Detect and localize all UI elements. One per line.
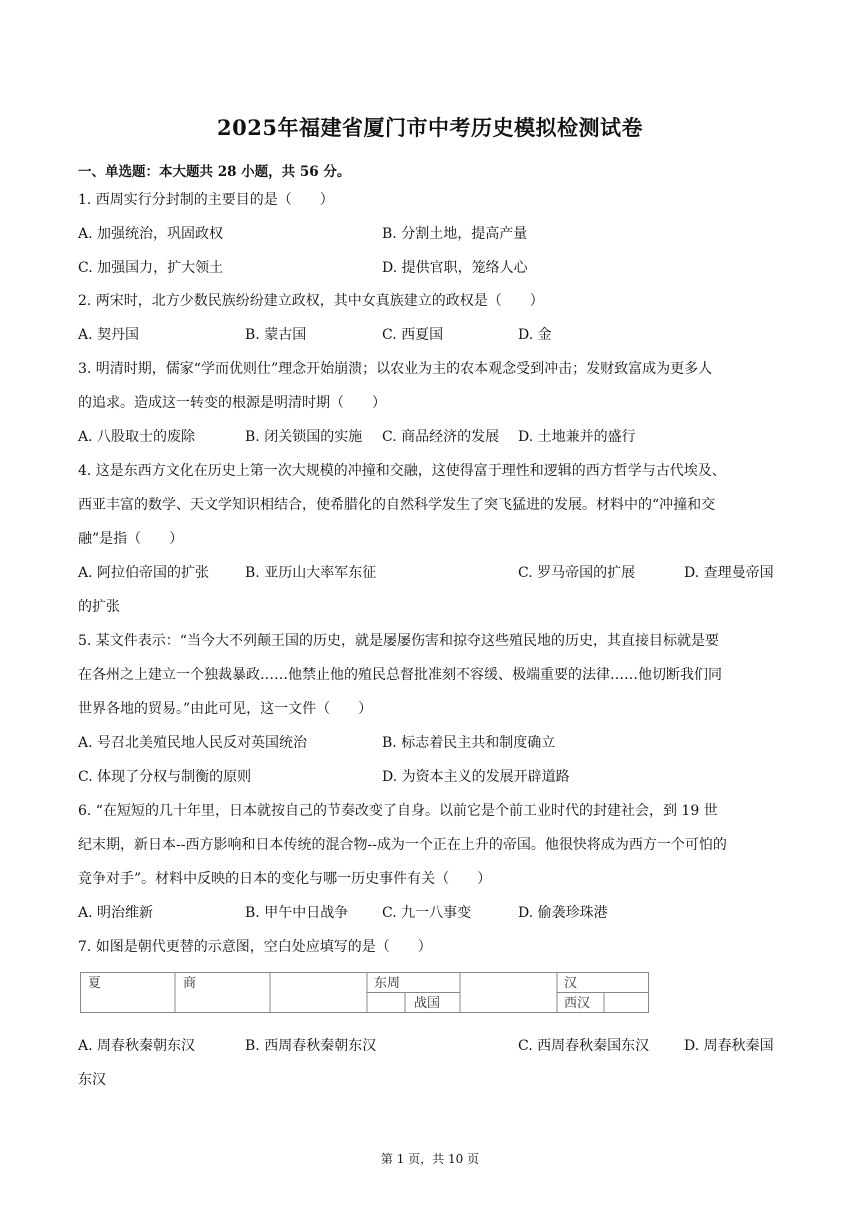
question-5-stem-line-2: 在各州之上建立一个独裁暴政……他禁止他的殖民总督批准刻不容缓、极端重要的法律……他切断我们同 — [78, 667, 722, 683]
section-heading: 一、单选题：本大题共 28 小题，共 56 分。 — [78, 164, 351, 180]
q6-option-d: D. 偷袭珍珠港 — [518, 905, 608, 921]
q2-option-b: B. 蒙古国 — [245, 327, 307, 343]
q3-option-c: C. 商品经济的发展 — [382, 429, 500, 445]
question-5-stem-line-3: 世界各地的贸易。”由此可见，这一文件（ ） — [78, 701, 373, 717]
q3-option-a: A. 八股取士的废除 — [78, 429, 196, 445]
question-6-stem-line-2: 纪末期，新日本--西方影响和日本传统的混合物--成为一个正在上升的帝国。他很快将成为西方一个可怕的 — [78, 837, 727, 853]
q6-option-b: B. 甲午中日战争 — [245, 905, 349, 921]
cell-dongzhou: 东周 — [374, 976, 401, 991]
q1-option-b: B. 分割土地，提高产量 — [382, 226, 528, 242]
question-1-stem: 1. 西周实行分封制的主要目的是（ ） — [78, 192, 334, 208]
q3-option-d: D. 土地兼并的盛行 — [518, 429, 636, 445]
q1-option-a: A. 加强统治，巩固政权 — [78, 226, 224, 242]
q3-option-b: B. 闭关锁国的实施 — [245, 429, 363, 445]
q7-option-d-wrap: 东汉 — [78, 1072, 106, 1088]
question-4-stem-line-3: 融”是指（ ） — [78, 531, 184, 547]
cell-xihan: 西汉 — [564, 996, 591, 1011]
q2-option-c: C. 西夏国 — [382, 327, 444, 343]
q5-option-b: B. 标志着民主共和制度确立 — [382, 735, 556, 751]
question-6-stem-line-1: 6. “在短短的几十年里，日本就按自己的节奏改变了自身。以前它是个前工业时代的封建社会，到 19 世 — [78, 803, 718, 819]
q7-option-b: B. 西周春秋秦朝东汉 — [245, 1038, 377, 1054]
question-3-stem-line-2: 的追求。造成这一转变的根源是明清时期（ ） — [78, 395, 386, 411]
q5-option-d: D. 为资本主义的发展开辟道路 — [382, 769, 570, 785]
question-4-stem-line-2: 西亚丰富的数学、天文学知识相结合，使希腊化的自然科学发生了突飞猛进的发展。材料中的“冲撞和交 — [78, 497, 716, 513]
question-7-stem: 7. 如图是朝代更替的示意图，空白处应填写的是（ ） — [78, 939, 432, 955]
page-footer: 第 1 页，共 10 页 — [380, 1152, 480, 1166]
question-3-stem-line-1: 3. 明清时期，儒家“学而优则仕”理念开始崩溃；以农业为主的农本观念受到冲击；发财致富成为更多人 — [78, 361, 713, 377]
q5-option-a: A. 号召北美殖民地人民反对英国统治 — [78, 735, 308, 751]
q1-option-c: C. 加强国力，扩大领土 — [78, 260, 224, 276]
q2-option-d: D. 金 — [518, 327, 552, 343]
cell-xia: 夏 — [88, 976, 102, 991]
question-4-stem-line-1: 4. 这是东西方文化在历史上第一次大规模的冲撞和交融，这使得富于理性和逻辑的西方哲学与古代埃及、 — [78, 463, 726, 479]
q4-option-c: C. 罗马帝国的扩展 — [518, 565, 636, 581]
dynasty-succession-diagram — [80, 972, 650, 1018]
q1-option-d: D. 提供官职，笼络人心 — [382, 260, 528, 276]
q5-option-c: C. 体现了分权与制衡的原则 — [78, 769, 252, 785]
question-6-stem-line-3: 竞争对手”。材料中反映的日本的变化与哪一历史事件有关（ ） — [78, 871, 492, 887]
question-2-stem: 2. 两宋时，北方少数民族纷纷建立政权，其中女真族建立的政权是（ ） — [78, 293, 544, 309]
q4-option-b: B. 亚历山大率军东征 — [245, 565, 377, 581]
q7-option-a: A. 周春秋秦朝东汉 — [78, 1038, 196, 1054]
q6-option-a: A. 明治维新 — [78, 905, 154, 921]
exam-title: 2025年福建省厦门市中考历史模拟检测试卷 — [217, 115, 643, 140]
q4-option-a: A. 阿拉伯帝国的扩张 — [78, 565, 210, 581]
q4-option-d: D. 查理曼帝国 — [684, 565, 774, 581]
q6-option-c: C. 九一八事变 — [382, 905, 472, 921]
q7-option-d: D. 周春秋秦国 — [684, 1038, 774, 1054]
question-5-stem-line-1: 5. 某文件表示：“当今大不列颠王国的历史，就是屡屡伤害和掠夺这些殖民地的历史，其直接目标就是要 — [78, 633, 719, 649]
cell-han: 汉 — [564, 976, 578, 991]
q4-option-d-wrap: 的扩张 — [78, 599, 120, 615]
cell-shang: 商 — [183, 976, 197, 991]
q7-option-c: C. 西周春秋秦国东汉 — [518, 1038, 650, 1054]
q2-option-a: A. 契丹国 — [78, 327, 140, 343]
dynasty-table-svg — [80, 972, 650, 1014]
cell-zhanguo: 战国 — [414, 996, 441, 1011]
